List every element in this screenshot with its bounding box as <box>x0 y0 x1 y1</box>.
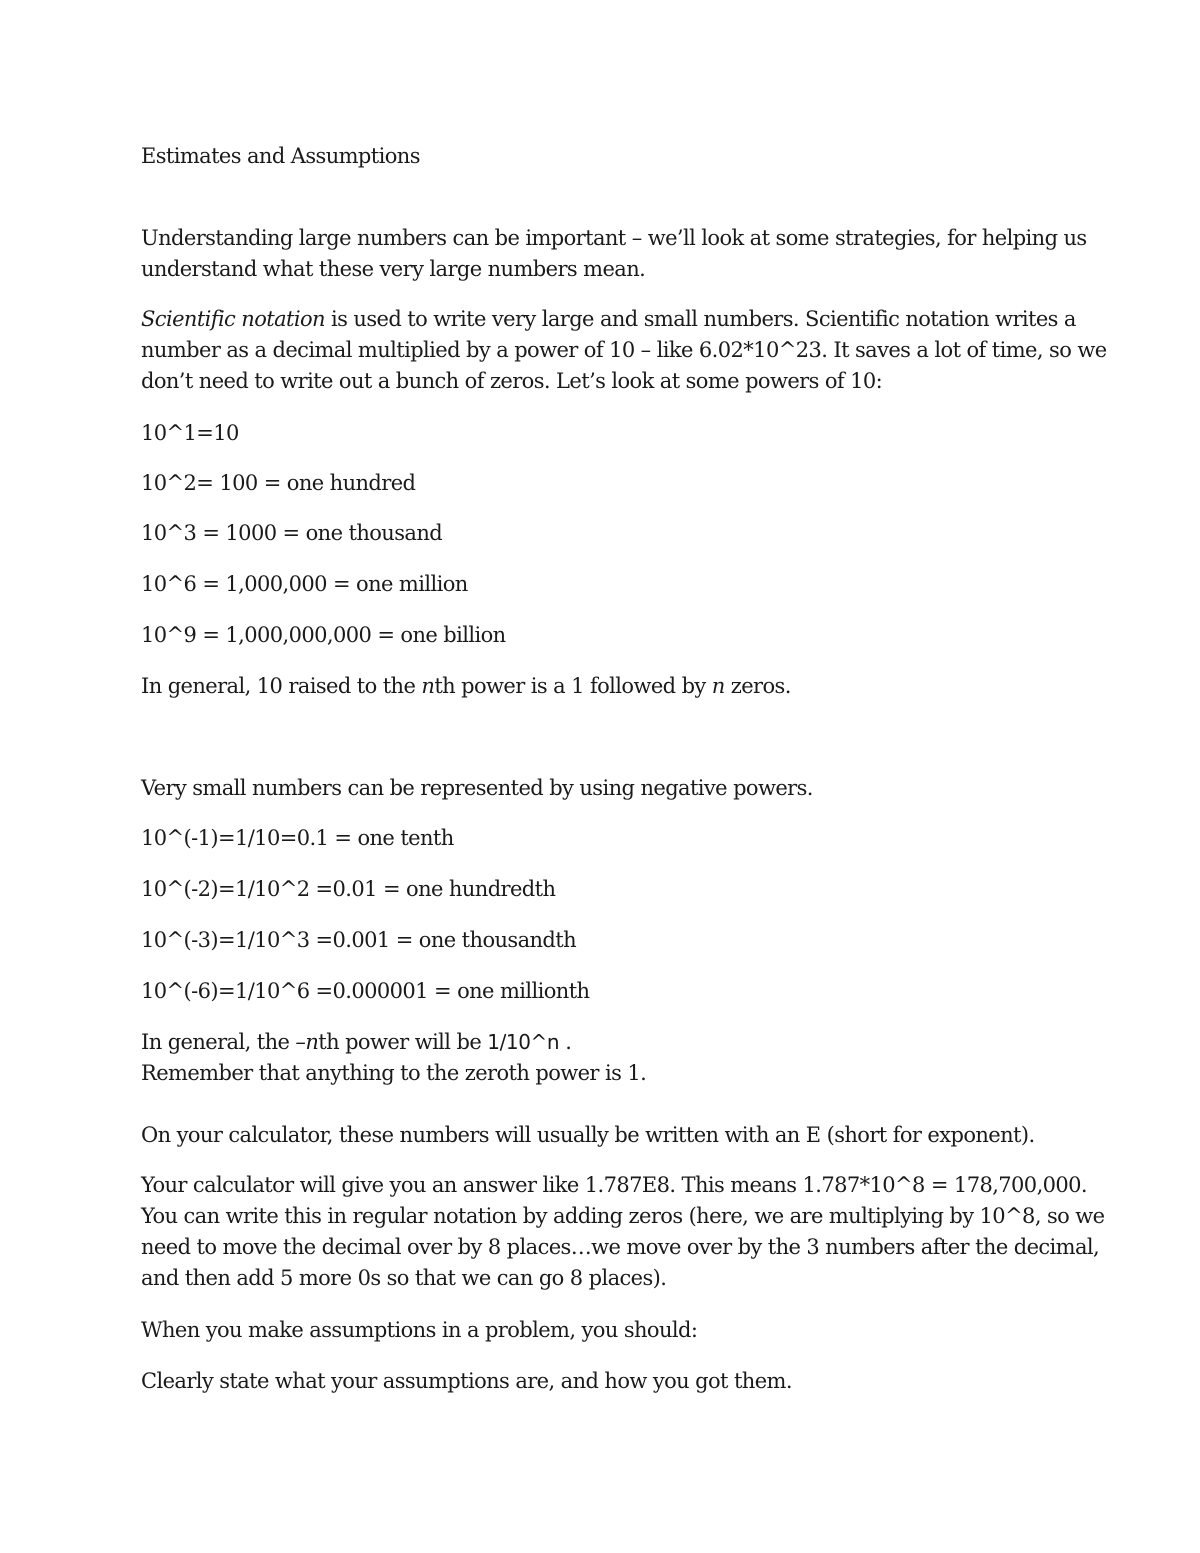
rule-text: In general, 10 raised to the <box>141 674 422 698</box>
calculator-line: Your calculator will give you an answer like 1.787E8. This means 1.787*10^8 = 178,700,000. <box>141 1173 1088 1197</box>
calculator-line: need to move the decimal over by 8 places…we move over by the 3 numbers after the decimal, <box>141 1235 1100 1259</box>
rule-variable: n <box>421 674 435 698</box>
power-line: 10^1=10 <box>141 421 239 445</box>
power-line: 10^3 = 1000 = one thousand <box>141 521 443 545</box>
general-negative-rule <box>141 1027 571 1058</box>
calculator-example-paragraph <box>141 1170 1105 1294</box>
intro-paragraph <box>141 223 1087 285</box>
rule-variable: n <box>711 674 725 698</box>
zeroth-power-note: Remember that anything to the zeroth power is 1. <box>141 1061 647 1085</box>
intro-line: Understanding large numbers can be important – we’ll look at some strategies, for helping us <box>141 226 1087 250</box>
scientific-line: don’t need to write out a bunch of zeros. Let’s look at some powers of 10: <box>141 369 883 393</box>
document-title: Estimates and Assumptions <box>141 144 420 168</box>
negative-power-line: 10^(-2)=1/10^2 =0.01 = one hundredth <box>141 877 556 901</box>
small-numbers-intro: Very small numbers can be represented by using negative powers. <box>141 776 813 800</box>
calculator-line: and then add 5 more 0s so that we can go 8 places). <box>141 1266 667 1290</box>
negative-power-line: 10^(-1)=1/10=0.1 = one tenth <box>141 826 454 850</box>
power-line: 10^6 = 1,000,000 = one million <box>141 572 468 596</box>
rule-text: In general, the <box>141 1030 296 1054</box>
scientific-notation-paragraph <box>141 304 1107 397</box>
negative-power-line: 10^(-6)=1/10^6 =0.000001 = one millionth <box>141 979 590 1003</box>
scientific-notation-term: Scientific notation <box>141 307 325 331</box>
intro-line: understand what these very large numbers mean. <box>141 257 646 281</box>
power-line: 10^9 = 1,000,000,000 = one billion <box>141 623 506 647</box>
rule-text: zeros. <box>724 674 791 698</box>
general-positive-rule <box>141 671 791 702</box>
assumptions-intro: When you make assumptions in a problem, you should: <box>141 1318 698 1342</box>
scientific-line: number as a decimal multiplied by a power of 10 – like 6.02*10^23. It saves a lot of time, so we <box>141 338 1107 362</box>
scientific-line-rest: is used to write very large and small numbers. Scientific notation writes a <box>324 307 1076 331</box>
power-line: 10^2= 100 = one hundred <box>141 471 416 495</box>
rule-formula: 1/10^n <box>487 1030 560 1054</box>
scientific-line <box>141 304 1081 335</box>
rule-text: . <box>559 1030 572 1054</box>
calculator-intro: On your calculator, these numbers will usually be written with an E (short for exponent). <box>141 1123 1035 1147</box>
assumptions-point: Clearly state what your assumptions are, and how you got them. <box>141 1369 792 1393</box>
calculator-line: You can write this in regular notation by adding zeros (here, we are multiplying by 10^8, so we <box>141 1204 1105 1228</box>
rule-text: th power will be <box>318 1030 488 1054</box>
rule-variable: –n <box>295 1030 319 1054</box>
rule-text: th power is a 1 followed by <box>434 674 712 698</box>
negative-power-line: 10^(-3)=1/10^3 =0.001 = one thousandth <box>141 928 577 952</box>
